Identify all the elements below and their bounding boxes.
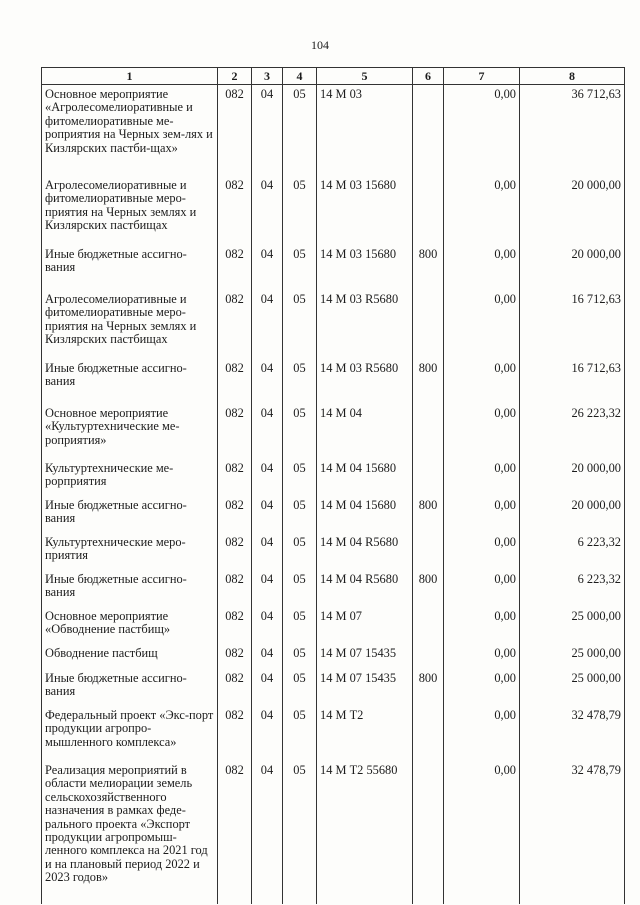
amount-col7: 0,00 xyxy=(444,644,520,669)
table-row xyxy=(42,290,625,359)
column-header-8: 8 xyxy=(520,68,625,85)
section-code: 04 xyxy=(252,669,283,706)
target-article: 14 М 03 15680 xyxy=(317,245,413,290)
section-code: 04 xyxy=(252,290,283,359)
item-name: Федеральный проект «Экс-порт продукции агропро-мышленного комплекса» xyxy=(42,706,218,761)
table-row xyxy=(42,706,625,761)
amount-col7: 0,00 xyxy=(444,359,520,404)
amount-col7: 0,00 xyxy=(444,607,520,644)
amount-col7: 0,00 xyxy=(444,761,520,904)
amount-col8: 6 223,32 xyxy=(520,533,625,570)
amount-col7: 0,00 xyxy=(444,669,520,706)
subsection-code: 05 xyxy=(283,359,317,404)
admin-code: 082 xyxy=(218,245,252,290)
section-code: 04 xyxy=(252,533,283,570)
target-article: 14 М 03 xyxy=(317,85,413,177)
expense-type xyxy=(413,290,444,359)
expense-type: 800 xyxy=(413,570,444,607)
admin-code: 082 xyxy=(218,359,252,404)
item-name: Иные бюджетные ассигно-вания xyxy=(42,669,218,706)
amount-col8: 32 478,79 xyxy=(520,706,625,761)
table-row xyxy=(42,245,625,290)
amount-col7: 0,00 xyxy=(444,176,520,245)
column-header-6: 6 xyxy=(413,68,444,85)
expense-type xyxy=(413,706,444,761)
item-name: Основное мероприятие «Обводнение пастбищ» xyxy=(42,607,218,644)
target-article: 14 М Т2 55680 xyxy=(317,761,413,904)
expense-type: 800 xyxy=(413,359,444,404)
target-article: 14 М 07 15435 xyxy=(317,669,413,706)
admin-code: 082 xyxy=(218,761,252,904)
column-header-2: 2 xyxy=(218,68,252,85)
page-number: 104 xyxy=(311,38,329,52)
amount-col7: 0,00 xyxy=(444,404,520,459)
admin-code: 082 xyxy=(218,496,252,533)
expense-type xyxy=(413,85,444,177)
section-code: 04 xyxy=(252,496,283,533)
admin-code: 082 xyxy=(218,644,252,669)
amount-col8: 25 000,00 xyxy=(520,644,625,669)
table-body xyxy=(42,85,625,905)
table-row xyxy=(42,459,625,496)
expense-type xyxy=(413,607,444,644)
budget-table xyxy=(41,67,625,904)
subsection-code: 05 xyxy=(283,459,317,496)
section-code: 04 xyxy=(252,176,283,245)
amount-col7: 0,00 xyxy=(444,570,520,607)
target-article: 14 М 04 R5680 xyxy=(317,533,413,570)
column-header-7: 7 xyxy=(444,68,520,85)
admin-code: 082 xyxy=(218,404,252,459)
target-article: 14 М 07 xyxy=(317,607,413,644)
subsection-code: 05 xyxy=(283,607,317,644)
section-code: 04 xyxy=(252,706,283,761)
subsection-code: 05 xyxy=(283,85,317,177)
expense-type xyxy=(413,644,444,669)
amount-col7: 0,00 xyxy=(444,85,520,177)
subsection-code: 05 xyxy=(283,644,317,669)
section-code: 04 xyxy=(252,607,283,644)
expense-type xyxy=(413,533,444,570)
expense-type: 800 xyxy=(413,496,444,533)
target-article: 14 М Т2 xyxy=(317,706,413,761)
expense-type xyxy=(413,761,444,904)
section-code: 04 xyxy=(252,570,283,607)
admin-code: 082 xyxy=(218,607,252,644)
expense-type xyxy=(413,459,444,496)
amount-col8: 20 000,00 xyxy=(520,496,625,533)
amount-col8: 36 712,63 xyxy=(520,85,625,177)
section-code: 04 xyxy=(252,359,283,404)
amount-col8: 26 223,32 xyxy=(520,404,625,459)
column-header-4: 4 xyxy=(283,68,317,85)
amount-col7: 0,00 xyxy=(444,459,520,496)
subsection-code: 05 xyxy=(283,290,317,359)
table-row xyxy=(42,761,625,904)
expense-type: 800 xyxy=(413,669,444,706)
amount-col8: 16 712,63 xyxy=(520,290,625,359)
amount-col8: 32 478,79 xyxy=(520,761,625,904)
expense-type xyxy=(413,404,444,459)
admin-code: 082 xyxy=(218,290,252,359)
table-row xyxy=(42,176,625,245)
amount-col8: 25 000,00 xyxy=(520,669,625,706)
target-article: 14 М 03 15680 xyxy=(317,176,413,245)
subsection-code: 05 xyxy=(283,245,317,290)
target-article: 14 М 04 xyxy=(317,404,413,459)
table-row xyxy=(42,496,625,533)
amount-col8: 20 000,00 xyxy=(520,245,625,290)
table-row xyxy=(42,570,625,607)
section-code: 04 xyxy=(252,404,283,459)
item-name: Культуртехнические меро-приятия xyxy=(42,533,218,570)
item-name: Агролесомелиоративные и фитомелиоративные меро-приятия на Черных землях и Кизлярских пастбищах xyxy=(42,290,218,359)
admin-code: 082 xyxy=(218,706,252,761)
admin-code: 082 xyxy=(218,176,252,245)
admin-code: 082 xyxy=(218,570,252,607)
subsection-code: 05 xyxy=(283,669,317,706)
item-name: Иные бюджетные ассигно-вания xyxy=(42,359,218,404)
column-header-1: 1 xyxy=(42,68,218,85)
item-name: Реализация мероприятий в области мелиорации земель сельскохозяйственного назначения в рамках феде-рального проекта «Экспорт продукции агропромыш-ленного комплекса на 2021 год и на плановый период 2022 и 2023 годов» xyxy=(42,761,218,904)
column-header-3: 3 xyxy=(252,68,283,85)
item-name: Основное мероприятие «Культуртехнические ме-роприятия» xyxy=(42,404,218,459)
section-code: 04 xyxy=(252,644,283,669)
amount-col7: 0,00 xyxy=(444,706,520,761)
section-code: 04 xyxy=(252,459,283,496)
table-row xyxy=(42,404,625,459)
admin-code: 082 xyxy=(218,85,252,177)
amount-col7: 0,00 xyxy=(444,533,520,570)
amount-col8: 20 000,00 xyxy=(520,176,625,245)
subsection-code: 05 xyxy=(283,176,317,245)
column-header-5: 5 xyxy=(317,68,413,85)
amount-col8: 20 000,00 xyxy=(520,459,625,496)
admin-code: 082 xyxy=(218,533,252,570)
table-row xyxy=(42,85,625,177)
admin-code: 082 xyxy=(218,459,252,496)
target-article: 14 М 04 15680 xyxy=(317,496,413,533)
target-article: 14 М 03 R5680 xyxy=(317,359,413,404)
expense-type xyxy=(413,176,444,245)
target-article: 14 М 07 15435 xyxy=(317,644,413,669)
table-row xyxy=(42,669,625,706)
table-row xyxy=(42,607,625,644)
subsection-code: 05 xyxy=(283,570,317,607)
subsection-code: 05 xyxy=(283,706,317,761)
table-row xyxy=(42,533,625,570)
amount-col8: 25 000,00 xyxy=(520,607,625,644)
admin-code: 082 xyxy=(218,669,252,706)
table-row xyxy=(42,644,625,669)
amount-col7: 0,00 xyxy=(444,290,520,359)
header-row xyxy=(42,68,625,85)
target-article: 14 М 04 R5680 xyxy=(317,570,413,607)
section-code: 04 xyxy=(252,245,283,290)
item-name: Обводнение пастбищ xyxy=(42,644,218,669)
subsection-code: 05 xyxy=(283,533,317,570)
target-article: 14 М 03 R5680 xyxy=(317,290,413,359)
subsection-code: 05 xyxy=(283,404,317,459)
item-name: Агролесомелиоративные и фитомелиоративные меро-приятия на Черных землях и Кизлярских пастбищах xyxy=(42,176,218,245)
amount-col7: 0,00 xyxy=(444,496,520,533)
subsection-code: 05 xyxy=(283,761,317,904)
amount-col8: 16 712,63 xyxy=(520,359,625,404)
amount-col7: 0,00 xyxy=(444,245,520,290)
item-name: Культуртехнические ме-рорприятия xyxy=(42,459,218,496)
section-code: 04 xyxy=(252,85,283,177)
section-code: 04 xyxy=(252,761,283,904)
item-name: Основное мероприятие «Агролесомелиоративные и фитомелиоративные ме-роприятия на Черных зем-лях и Кизлярских пастби-щах» xyxy=(42,85,218,177)
item-name: Иные бюджетные ассигно-вания xyxy=(42,570,218,607)
subsection-code: 05 xyxy=(283,496,317,533)
target-article: 14 М 04 15680 xyxy=(317,459,413,496)
item-name: Иные бюджетные ассигно-вания xyxy=(42,496,218,533)
amount-col8: 6 223,32 xyxy=(520,570,625,607)
table-row xyxy=(42,359,625,404)
expense-type: 800 xyxy=(413,245,444,290)
item-name: Иные бюджетные ассигно-вания xyxy=(42,245,218,290)
